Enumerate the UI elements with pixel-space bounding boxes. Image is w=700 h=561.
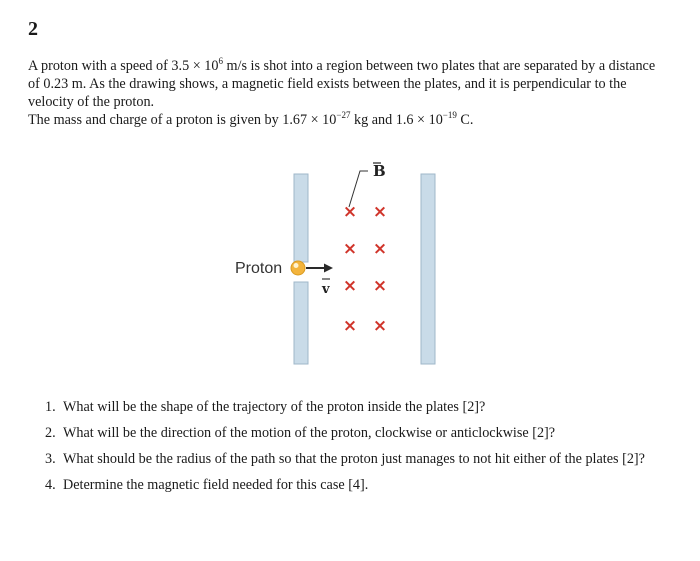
speed-exponent: 6 [218, 56, 223, 66]
problem-text-1b: m/s is shot into a region between two plates that are separated by a distance of 0.23 m. As the drawing shows, a magnetic field exists between the plates, and it is perpendicular to the velocity of the proton. [28, 58, 656, 110]
left-plate [294, 174, 308, 262]
question-list [45, 398, 670, 502]
problem-text-1a: A proton with a speed of 3.5 × 10 [28, 58, 219, 74]
field-cross: × [372, 316, 388, 336]
problem-paragraph-2 [28, 111, 668, 129]
field-crosses [343, 202, 387, 336]
proton-particle [291, 261, 305, 275]
question-item [45, 476, 670, 494]
plates-figure [220, 150, 460, 370]
question-item [45, 450, 670, 468]
question-item [45, 398, 670, 416]
problem-paragraph-1 [28, 57, 668, 111]
question-item-text: What will be the shape of the trajectory of the proton inside the plates [2]? [63, 399, 486, 415]
problem-statement [28, 57, 668, 129]
velocity-arrowhead [324, 264, 333, 273]
field-cross: × [372, 239, 388, 259]
question-number: 2 [28, 18, 38, 40]
question-item-number: 3. [45, 451, 56, 467]
field-cross: × [342, 316, 358, 336]
field-cross: × [342, 239, 358, 259]
question-item-text: What will be the direction of the motion of the proton, clockwise or anticlockwise [2]? [63, 425, 556, 441]
problem-text-2a: The mass and charge of a proton is given by 1.67 × 10 [28, 112, 337, 128]
problem-text-2c: C. [456, 112, 474, 128]
question-item-text: What should be the radius of the path so that the proton just manages to not hit either of the plates [2]? [63, 451, 645, 467]
question-item-number: 1. [45, 399, 56, 415]
figure-svg [220, 150, 460, 370]
question-item-text: Determine the magnetic field needed for this case [4]. [63, 477, 369, 493]
proton-highlight [294, 263, 299, 268]
question-item-number: 4. [45, 477, 56, 493]
mass-exponent: −27 [336, 110, 351, 120]
field-cross: × [372, 202, 388, 222]
field-label: B [373, 162, 386, 180]
proton-label: Proton [235, 260, 283, 277]
left-plate-lower [294, 282, 308, 364]
field-cross: × [372, 276, 388, 296]
problem-text-2b: kg and 1.6 × 10 [350, 112, 443, 128]
field-cross: × [342, 202, 358, 222]
charge-exponent: −19 [442, 110, 457, 120]
question-item [45, 424, 670, 442]
velocity-label: v [322, 282, 330, 297]
question-item-number: 2. [45, 425, 56, 441]
field-cross: × [342, 276, 358, 296]
right-plate [421, 174, 435, 364]
